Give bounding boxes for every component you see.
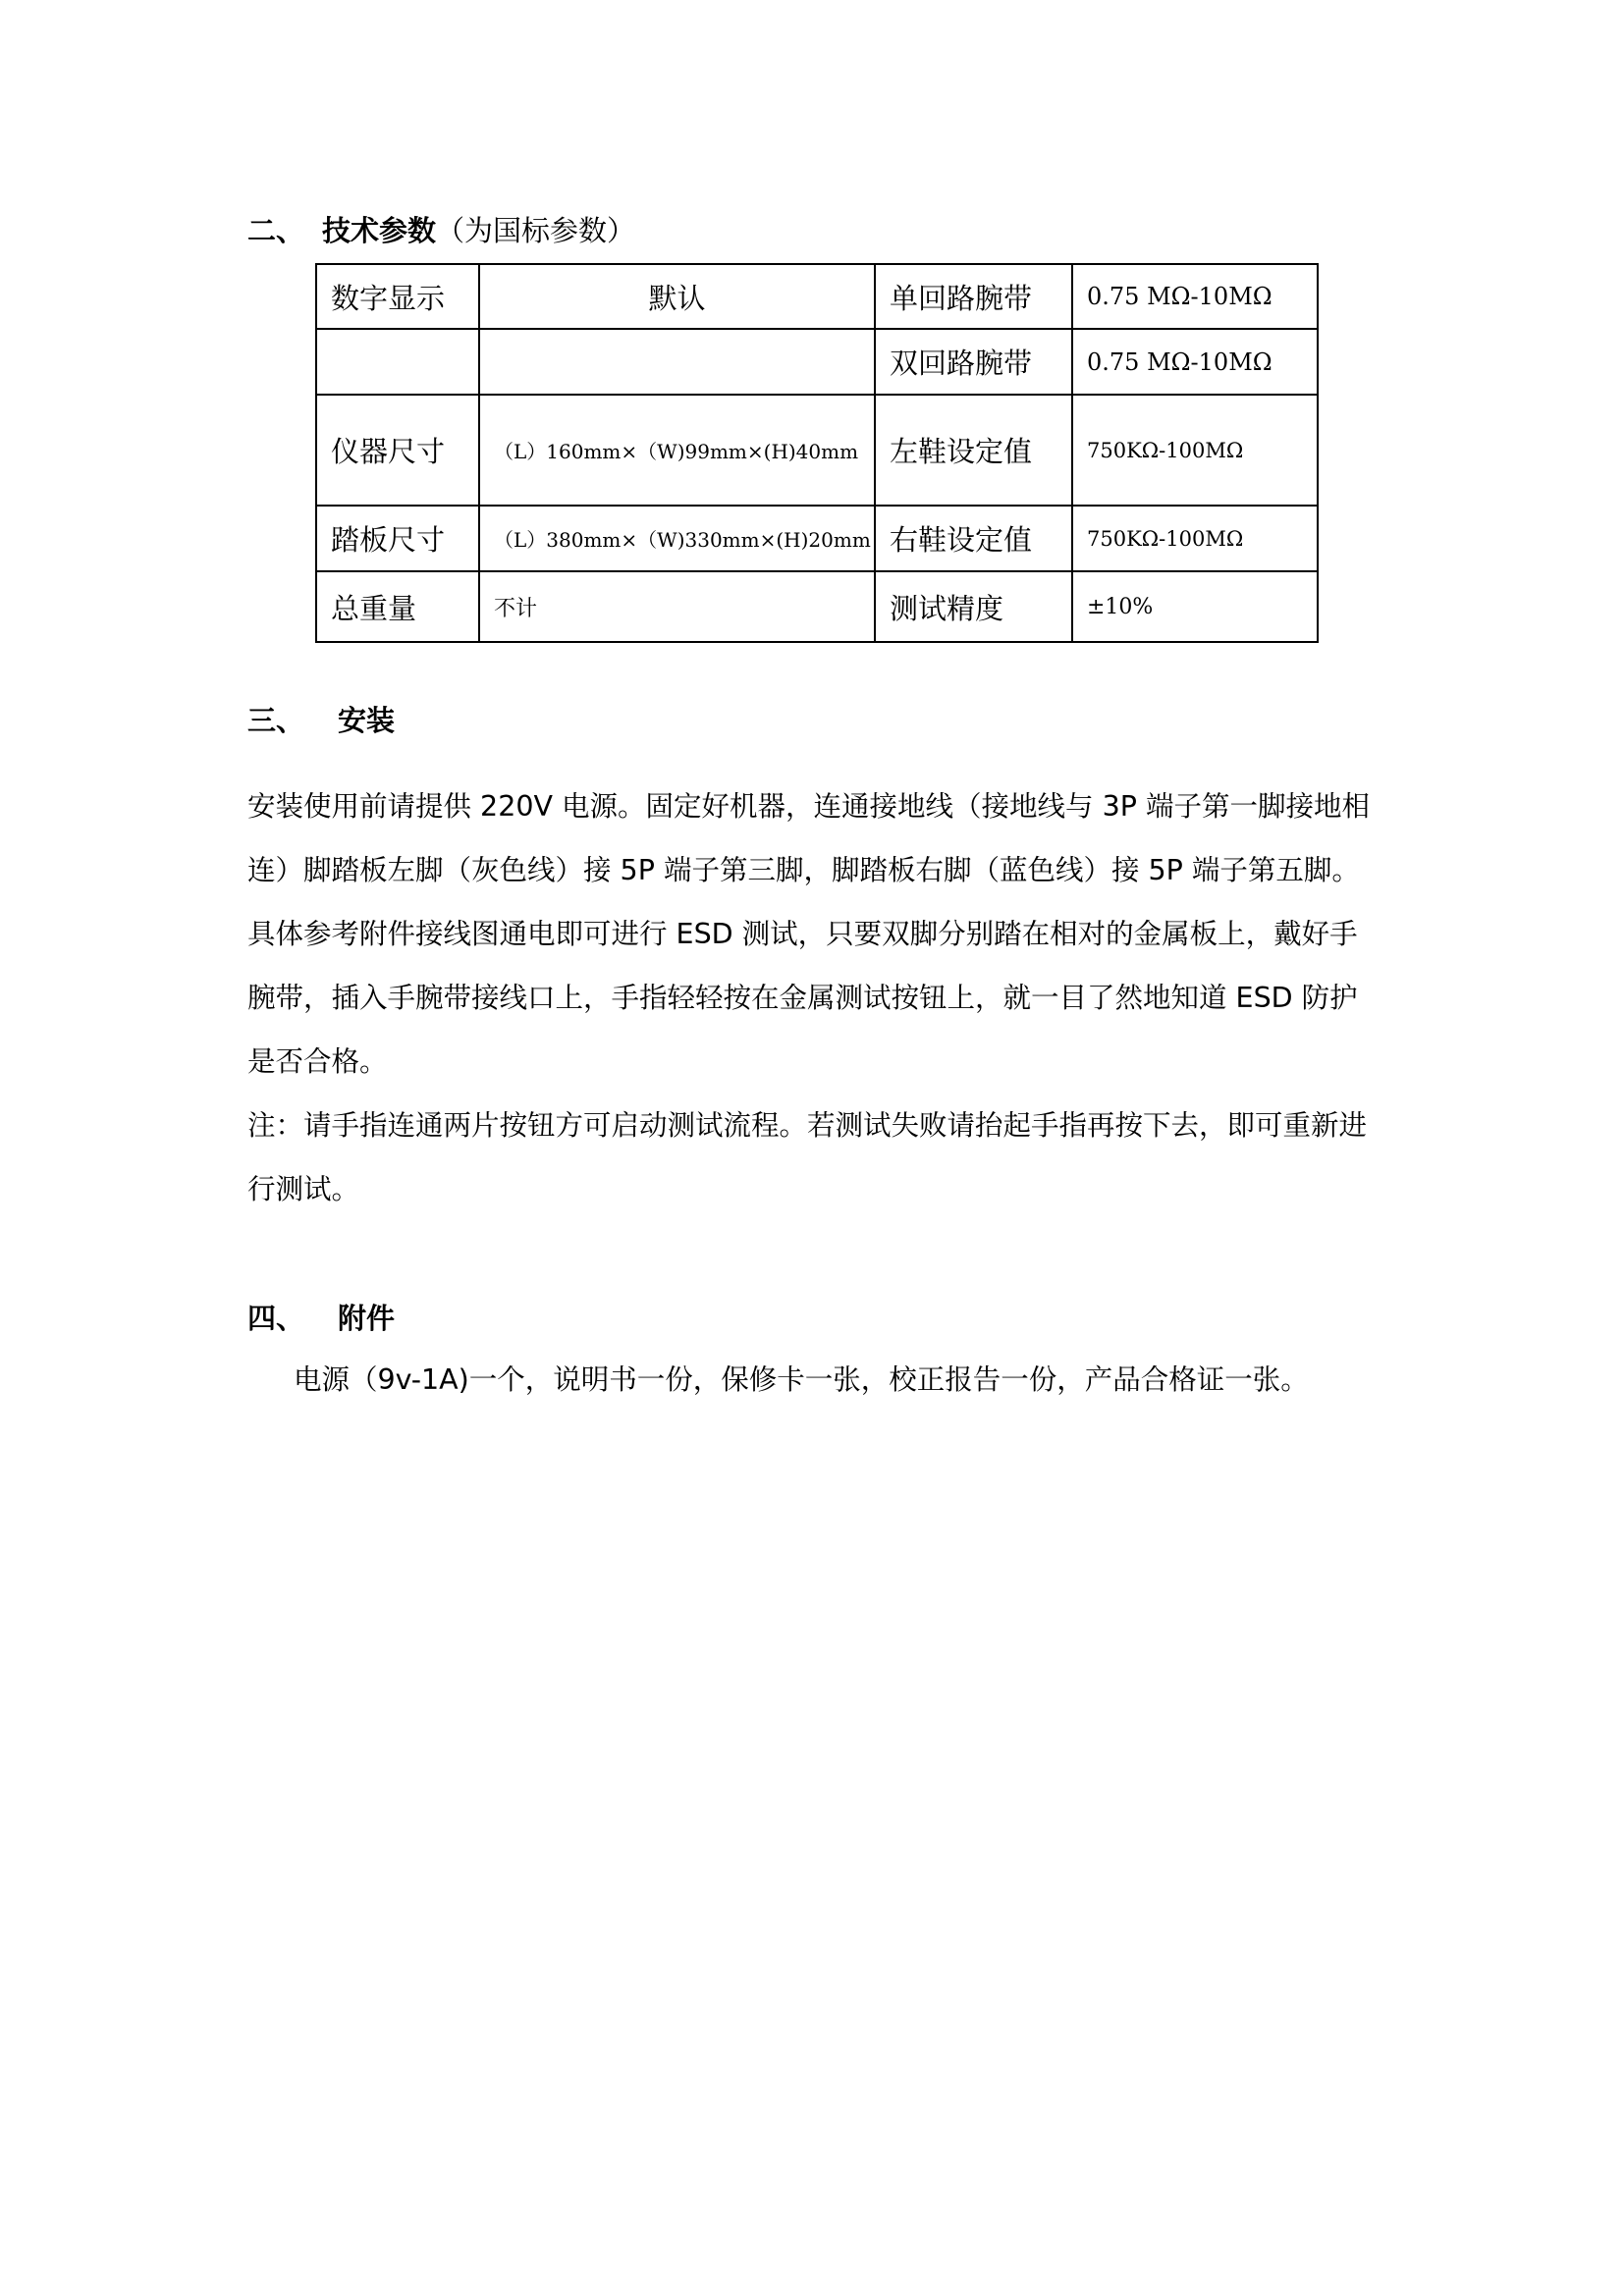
table-cell — [479, 329, 875, 395]
table-cell: 踏板尺寸 — [316, 506, 479, 571]
table-cell: 750KΩ-100MΩ — [1072, 506, 1318, 571]
paragraph-line: 腕带，插入手腕带接线口上，手指轻轻按在金属测试按钮上，就一目了然地知道 ESD 防护 — [247, 982, 1358, 1014]
table-row — [316, 506, 1318, 571]
section-3-number: 三、 — [247, 704, 305, 737]
table-cell: 双回路腕带 — [875, 329, 1072, 395]
table-cell: 数字显示 — [316, 264, 479, 329]
paragraph-line: 连）脚踏板左脚（灰色线）接 5P 端子第三脚，脚踏板右脚（蓝色线）接 5P 端子第五脚。 — [247, 854, 1360, 886]
table-cell: 0.75 MΩ-10MΩ — [1072, 264, 1318, 329]
paragraph-line: 具体参考附件接线图通电即可进行 ESD 测试，只要双脚分别踏在相对的金属板上，戴好手 — [247, 918, 1358, 950]
table-cell: 0.75 MΩ-10MΩ — [1072, 329, 1318, 395]
table-cell: 仪器尺寸 — [316, 395, 479, 506]
paragraph-line: 安装使用前请提供 220V 电源。固定好机器，连通接地线（接地线与 3P 端子第一脚接地相 — [247, 790, 1370, 823]
section-3-title: 安装 — [338, 704, 396, 737]
section-3-heading — [247, 701, 395, 740]
spec-table — [315, 263, 1319, 643]
table-row — [316, 395, 1318, 506]
table-cell: 测试精度 — [875, 571, 1072, 642]
table-cell: 750KΩ-100MΩ — [1072, 395, 1318, 506]
paragraph-line: 是否合格。 — [247, 1045, 388, 1078]
table-cell: 总重量 — [316, 571, 479, 642]
section-2-number: 二、 — [247, 214, 305, 247]
section-2-note: （为国标参数） — [436, 214, 636, 247]
table-cell: 右鞋设定值 — [875, 506, 1072, 571]
table-row — [316, 571, 1318, 642]
section-4-number: 四、 — [247, 1302, 305, 1335]
table-row — [316, 264, 1318, 329]
table-cell: 左鞋设定值 — [875, 395, 1072, 506]
table-cell: 默认 — [479, 264, 875, 329]
section-2-title: 技术参数 — [322, 214, 437, 247]
accessories-line: 电源（9v-1A)一个，说明书一份，保修卡一张，校正报告一份，产品合格证一张。 — [294, 1363, 1309, 1396]
table-cell: （L）380mm×（W)330mm×(H)20mm — [479, 506, 875, 571]
section-4-heading — [247, 1299, 395, 1338]
table-cell: 不计 — [479, 571, 875, 642]
section-3-paragraph — [247, 774, 1386, 1221]
section-4-title: 附件 — [338, 1302, 396, 1335]
table-cell: （L）160mm×（W)99mm×(H)40mm — [479, 395, 875, 506]
table-cell — [316, 329, 479, 395]
note-line: 行测试。 — [247, 1173, 360, 1205]
table-cell: ±10% — [1072, 571, 1318, 642]
section-2-heading — [247, 211, 635, 250]
section-4-paragraph — [294, 1357, 1374, 1404]
table-cell: 单回路腕带 — [875, 264, 1072, 329]
note-line: 注：请手指连通两片按钮方可启动测试流程。若测试失败请抬起手指再按下去，即可重新进 — [247, 1109, 1368, 1142]
table-row — [316, 329, 1318, 395]
